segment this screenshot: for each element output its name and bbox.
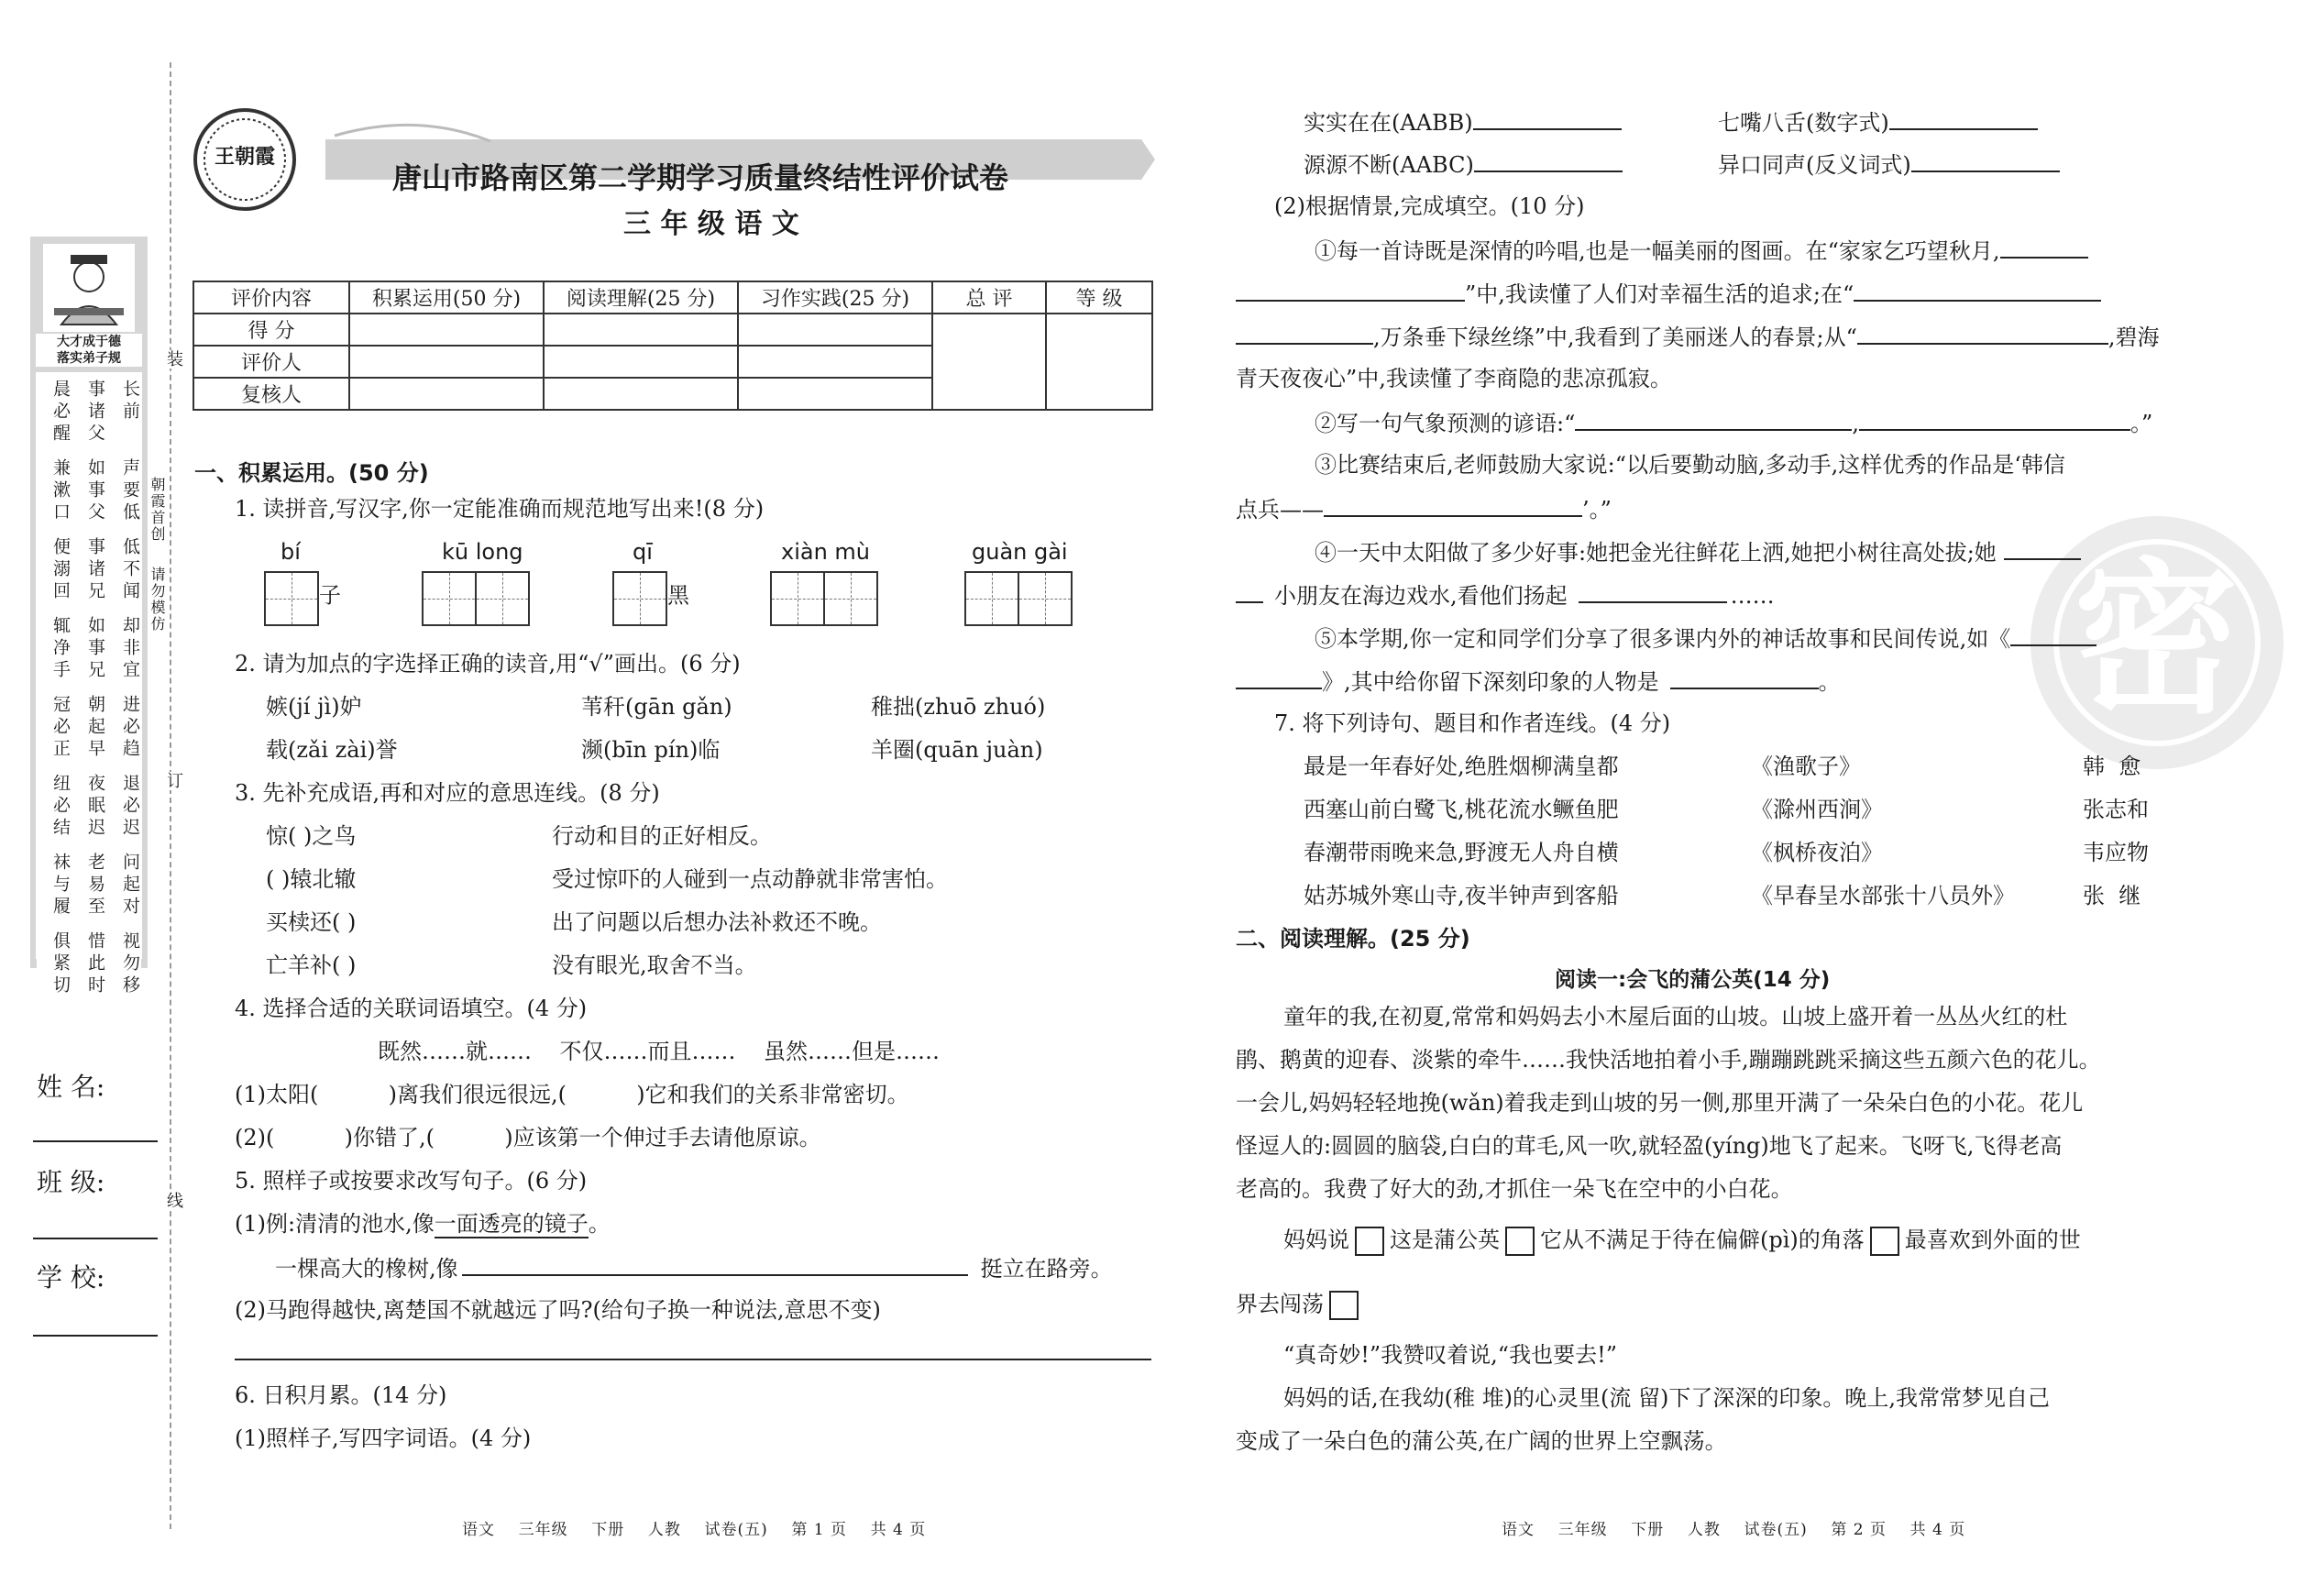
q1-pinyin-1: bí <box>281 539 301 565</box>
fill-2-text-a: ②写一句气象预测的谚语:“ <box>1315 411 1576 436</box>
fill-5-text-a: ⑤本学期,你一定和同学们分享了很多课内外的神话故事和民间传说,如《 <box>1315 626 2011 652</box>
fill-blank[interactable] <box>1575 411 1852 431</box>
fill-blank[interactable] <box>1854 281 2101 302</box>
table-cell[interactable] <box>349 314 544 346</box>
writing-box[interactable] <box>964 571 1019 626</box>
q1-item-1 <box>264 571 341 626</box>
q5-example-end: 。 <box>588 1211 611 1237</box>
q1-pinyin-5: guàn gài <box>972 539 1068 565</box>
q5-example <box>235 1213 611 1235</box>
word-task-blank[interactable] <box>1889 110 2038 130</box>
para1-line: 老高的。我费了好大的劲,才抓住一朵飞在空中的小白花。 <box>1236 1176 1793 1202</box>
table-header: 总 评 <box>932 281 1046 314</box>
table-cell[interactable] <box>349 346 544 378</box>
header-banner <box>188 103 1155 213</box>
fill-3-text-c: ’。” <box>1582 497 1612 523</box>
q3-idiom[interactable]: 亡羊补( ) <box>266 952 357 978</box>
fill-blank[interactable] <box>2010 626 2096 646</box>
grade-cell[interactable] <box>1046 314 1152 410</box>
q1-suffix-3: 黑 <box>667 582 689 609</box>
q5-sentence-2: (2)马跑得越快,离楚国不就越远了吗?(给句子换一种说法,意思不变) <box>235 1297 881 1323</box>
rule-col: 如事兄 <box>72 612 106 686</box>
fill-1-line-c <box>1236 325 2160 348</box>
para1-line: 鹃、鹅黄的迎春、淡紫的牵牛……我快活地拍着小手,蹦蹦跳跳采摘这些五颜六色的花儿。 <box>1236 1047 2101 1073</box>
fill-1-line-b <box>1236 281 2101 305</box>
para4-line: 变成了一朵白色的蒲公英,在广阔的世界上空飘荡。 <box>1236 1428 1727 1454</box>
rule-col: 朝起早 <box>72 691 106 765</box>
para2-end-text: 界去闯荡 <box>1236 1291 1324 1317</box>
footer-right: 语文 三年级 下册 人教 试卷(五) 第 2 页 共 4 页 <box>1502 1521 1966 1539</box>
q7-title[interactable]: 《渔歌子》 <box>1751 754 1861 779</box>
word-task-1 <box>1304 110 1622 134</box>
rule-col: 惜此时 <box>72 928 106 1001</box>
para2-end-line <box>1236 1291 1359 1320</box>
class-label: 班 级: <box>37 1167 105 1197</box>
fill-blank[interactable] <box>2000 238 2088 259</box>
rules-text <box>37 376 141 1001</box>
writing-box[interactable] <box>475 571 530 626</box>
fill-4-line-a <box>1315 540 2081 564</box>
rule-col: 兼漱口 <box>37 455 72 528</box>
q3-idiom[interactable]: 买椟还( ) <box>266 909 357 935</box>
table-row-label: 评价人 <box>193 346 349 378</box>
fill-5-line-a <box>1315 626 2096 650</box>
word-task-blank[interactable] <box>1473 110 1622 130</box>
rule-col: 如事父 <box>72 455 106 528</box>
school-field[interactable] <box>33 1335 158 1337</box>
seal-mark-3: 线 <box>161 1192 185 1210</box>
q7-title[interactable]: 《滁州西涧》 <box>1751 797 1883 822</box>
punctuation-box[interactable] <box>1329 1291 1359 1320</box>
q1-pinyin-2: kū long <box>442 539 523 565</box>
name-label: 姓 名: <box>37 1072 105 1102</box>
q3-idiom[interactable]: 惊( )之鸟 <box>266 823 357 849</box>
rule-col: 便溺回 <box>37 534 72 607</box>
fill-blank[interactable] <box>1236 669 1322 689</box>
q5-example-underlined: 一面透亮的镜子 <box>434 1211 589 1237</box>
fill-blank[interactable] <box>1670 669 1819 689</box>
word-task-blank[interactable] <box>1474 152 1623 172</box>
word-task-blank[interactable] <box>1911 152 2060 172</box>
table-cell[interactable] <box>738 378 932 410</box>
q3-meaning: 出了问题以后想办法补救还不晚。 <box>552 909 882 935</box>
q7-title[interactable]: 《早春呈水部张十八员外》 <box>1751 883 2015 908</box>
seal-mark-1: 装 <box>161 350 185 369</box>
q6-prompt: 6. 日积月累。(14 分) <box>235 1382 447 1408</box>
table-cell[interactable] <box>738 314 932 346</box>
logo-text: 王朝霞 <box>214 145 275 169</box>
rule-col: 晨必醒 <box>37 376 72 449</box>
q2-item[interactable]: 稚拙(zhuō zhuó) <box>871 694 1046 720</box>
para2-line <box>1283 1227 2081 1256</box>
para1-line: 童年的我,在初夏,常常和妈妈去小木屋后面的山坡。山坡上盛开着一丛丛火红的杜 <box>1283 1004 2068 1029</box>
word-task-label: 实实在在(AABB) <box>1304 110 1473 136</box>
q2-item[interactable]: 嫉(jí jì)妒 <box>266 694 362 720</box>
q3-meaning: 受过惊吓的人碰到一点动静就非常害怕。 <box>552 866 948 892</box>
q3-meaning: 行动和目的正好相反。 <box>552 823 772 849</box>
table-header: 评价内容 <box>193 281 349 314</box>
table-header: 等 级 <box>1046 281 1152 314</box>
fill-blank[interactable] <box>1236 281 1465 302</box>
fill-2-text-c: 。” <box>2130 411 2153 436</box>
rule-col: 却非宜 <box>106 612 141 686</box>
q1-suffix-1: 子 <box>319 582 341 609</box>
table-header: 积累运用(50 分) <box>349 281 544 314</box>
writing-box[interactable] <box>612 571 667 626</box>
q5-s1-head: 一棵高大的橡树,像 <box>275 1256 458 1282</box>
rule-col: 进必趋 <box>106 691 141 765</box>
rule-col: 夜眠迟 <box>72 770 106 843</box>
q1-item-5 <box>964 571 1073 626</box>
para2-text: 这是蒲公英 <box>1390 1227 1500 1253</box>
fill-3-line-b <box>1236 497 1612 521</box>
fill-1-text-b: ”中,我读懂了人们对幸福生活的追求;在“ <box>1465 281 1854 307</box>
q1-item-4 <box>770 571 878 626</box>
para1-line: 一会儿,妈妈轻轻地挽(wǎn)着我走到山坡的另一侧,那里开满了一朵朵白色的小花。花儿 <box>1236 1090 2084 1116</box>
q7-prompt: 7. 将下列诗句、题目和作者连线。(4 分) <box>1274 710 1671 736</box>
fill-4-text-a: ④一天中太阳做了多少好事:她把金光往鲜花上洒,她把小树往高处拔;她 <box>1315 540 1997 566</box>
fill-4-line-b <box>1236 583 1775 607</box>
fill-1-text-d: ,碧海 <box>2107 325 2160 350</box>
writing-box[interactable] <box>770 571 825 626</box>
word-task-3 <box>1304 152 1623 176</box>
q6-2-prompt: (2)根据情景,完成填空。(10 分) <box>1274 193 1585 219</box>
fill-4-text-c: …… <box>1730 583 1775 609</box>
rule-col: 袜与履 <box>37 849 72 922</box>
punctuation-box[interactable] <box>1505 1227 1535 1256</box>
word-task-label: 七嘴八舌(数字式) <box>1718 110 1889 136</box>
name-field[interactable] <box>33 1140 158 1142</box>
q7-author[interactable]: 韩 愈 <box>2083 754 2141 779</box>
q7-poem-line[interactable]: 西塞山前白鹭飞,桃花流水鳜鱼肥 <box>1304 797 1619 822</box>
fill-5-line-b <box>1236 669 1841 693</box>
rule-col: 长前 <box>106 376 141 449</box>
scholar-illustration <box>30 237 148 336</box>
fill-blank[interactable] <box>2004 540 2081 560</box>
q3-idiom[interactable]: ( )辕北辙 <box>266 866 357 892</box>
q4-sentence-2[interactable]: (2)( )你错了,( )应该第一个伸过手去请他原谅。 <box>235 1125 821 1150</box>
para3-line: “真奇妙!”我赞叹着说,“我也要去!” <box>1283 1342 1617 1368</box>
q5-answer-blank[interactable] <box>462 1256 968 1276</box>
rule-col: 老易至 <box>72 849 106 922</box>
q2-item[interactable]: 羊圈(quān juàn) <box>871 737 1043 763</box>
q6-1-prompt: (1)照样子,写四字词语。(4 分) <box>235 1425 532 1451</box>
section-2-heading: 二、阅读理解。(25 分) <box>1236 926 1470 952</box>
word-task-label: 异口同声(反义词式) <box>1718 152 1911 178</box>
q1-pinyin-3: qī <box>633 539 653 565</box>
q7-author[interactable]: 张 继 <box>2083 883 2141 908</box>
fill-1-line-e: 青天夜夜心”中,我读懂了李商隐的悲凉孤寂。 <box>1236 366 1672 391</box>
motto-line-2: 落实弟子规 <box>57 351 121 366</box>
para1-line: 怪逗人的:圆圆的脑袋,白白的茸毛,风一吹,就轻盈(yíng)地飞了起来。飞呀飞,飞得老高 <box>1236 1133 2063 1159</box>
fill-1-text-c: ,万条垂下绿丝绦”中,我看到了美丽迷人的春景;从“ <box>1373 325 1857 350</box>
q5-prompt: 5. 照样子或按要求改写句子。(6 分) <box>235 1168 588 1194</box>
writing-box[interactable] <box>264 571 319 626</box>
word-task-label: 源源不断(AABC) <box>1304 152 1474 178</box>
word-task-2 <box>1718 110 2038 134</box>
exam-title: 唐山市路南区第二学期学习质量终结性评价试卷 <box>392 160 1009 195</box>
para4-line[interactable]: 妈妈的话,在我幼(稚 堆)的心灵里(流 留)下了深深的印象。晚上,我常常梦见自己 <box>1283 1385 2050 1411</box>
q2-prompt: 2. 请为加点的字选择正确的读音,用“√”画出。(6 分) <box>235 651 741 677</box>
para2-text: 它从不满足于待在偏僻(pì)的角落 <box>1540 1227 1865 1253</box>
q2-item[interactable]: 濒(bīn pín)临 <box>581 737 721 763</box>
q3-prompt: 3. 先补充成语,再和对应的意思连线。(8 分) <box>235 780 660 806</box>
rule-col: 问起对 <box>106 849 141 922</box>
fill-2-line <box>1315 411 2152 435</box>
rule-col: 事诸父 <box>72 376 106 449</box>
total-cell[interactable] <box>932 314 1046 410</box>
q7-author[interactable]: 张志和 <box>2083 797 2149 822</box>
fill-2-text-b: , <box>1852 411 1859 436</box>
q5-s1-tail: 挺立在路旁。 <box>980 1256 1113 1282</box>
table-header: 阅读理解(25 分) <box>544 281 738 314</box>
writing-box[interactable] <box>1018 571 1073 626</box>
rule-col: 俱紧切 <box>37 928 72 1001</box>
q7-author[interactable]: 韦应物 <box>2083 840 2149 865</box>
q1-pinyin-4: xiàn mù <box>781 539 871 565</box>
table-cell[interactable] <box>544 314 738 346</box>
fill-5-text-b: 》,其中给你留下深刻印象的人物是 <box>1322 669 1659 695</box>
fill-3-line-a: ③比赛结束后,老师鼓励大家说:“以后要勤动脑,多动手,这样优秀的作品是‘韩信 <box>1315 452 2065 478</box>
rule-col: 低不闻 <box>106 534 141 607</box>
footer-left: 语文 三年级 下册 人教 试卷(五) 第 1 页 共 4 页 <box>462 1521 927 1539</box>
fill-1-text-a: ①每一首诗既是深情的吟唱,也是一幅美丽的图画。在“家家乞巧望秋月, <box>1315 238 2000 264</box>
q2-item[interactable]: 载(zǎi zài)誉 <box>266 737 398 763</box>
q4-options: 既然……就…… 不仅……而且…… 虽然……但是…… <box>378 1039 941 1064</box>
fill-blank[interactable] <box>1859 411 2130 431</box>
vertical-note-2: 请勿模仿 <box>149 567 166 633</box>
table-cell[interactable] <box>349 378 544 410</box>
q7-title[interactable]: 《枫桥夜泊》 <box>1751 840 1883 865</box>
fill-1-line-a <box>1315 238 2088 262</box>
fill-blank[interactable] <box>1857 325 2108 345</box>
school-label: 学 校: <box>37 1262 105 1293</box>
motto-line-1: 大才成于德 <box>57 335 121 349</box>
table-cell[interactable] <box>544 346 738 378</box>
seal-mark-2: 订 <box>161 772 185 790</box>
table-row-label: 得 分 <box>193 314 349 346</box>
fill-5-text-c: 。 <box>1818 669 1841 695</box>
q1-item-3 <box>612 571 689 626</box>
vertical-note-1: 朝霞首创 <box>149 477 166 543</box>
rule-col: 辄净手 <box>37 612 72 686</box>
q2-item[interactable]: 苇秆(gān gǎn) <box>581 694 732 720</box>
rule-col: 视勿移 <box>106 928 141 1001</box>
table-header: 习作实践(25 分) <box>738 281 932 314</box>
exam-subtitle: 三 年 级 语 文 <box>623 208 799 240</box>
fill-blank[interactable] <box>1236 583 1263 603</box>
q7-poem-line[interactable]: 春潮带雨晚来急,野渡无人舟自横 <box>1304 840 1619 865</box>
q7-poem-line[interactable]: 最是一年春好处,绝胜烟柳满皇都 <box>1304 754 1619 779</box>
fill-4-text-b: 小朋友在海边戏水,看他们扬起 <box>1274 583 1568 609</box>
q5-example-head: (1)例:清清的池水,像 <box>235 1211 435 1237</box>
score-table <box>193 281 1153 411</box>
q4-prompt: 4. 选择合适的关联词语填空。(4 分) <box>235 996 588 1021</box>
rule-col: 纽必结 <box>37 770 72 843</box>
fill-blank[interactable] <box>1324 497 1582 517</box>
table-cell[interactable] <box>738 346 932 378</box>
word-task-4 <box>1718 152 2060 176</box>
rule-col: 冠必正 <box>37 691 72 765</box>
q1-item-2 <box>422 571 530 626</box>
q1-prompt: 1. 读拼音,写汉字,你一定能准确而规范地写出来!(8 分) <box>235 496 765 522</box>
writing-box[interactable] <box>422 571 477 626</box>
fill-3-text-b: 点兵—— <box>1236 497 1324 523</box>
section-1-heading: 一、积累运用。(50 分) <box>194 460 429 486</box>
q5-answer-line[interactable] <box>235 1359 1151 1360</box>
para2-text: 最喜欢到外面的世 <box>1904 1227 2081 1253</box>
punctuation-box[interactable] <box>1355 1227 1384 1256</box>
q7-poem-line[interactable]: 姑苏城外寒山寺,夜半钟声到客船 <box>1304 883 1619 908</box>
punctuation-box[interactable] <box>1870 1227 1899 1256</box>
fold-line <box>170 62 171 1529</box>
fill-blank[interactable] <box>1579 583 1727 603</box>
rule-col: 事诸兄 <box>72 534 106 607</box>
fill-blank[interactable] <box>1236 325 1373 345</box>
q5-sentence-1 <box>275 1256 1113 1280</box>
q4-sentence-1[interactable]: (1)太阳( )离我们很远很远,( )它和我们的关系非常密切。 <box>235 1082 909 1107</box>
q3-meaning: 没有眼光,取舍不当。 <box>552 952 757 978</box>
writing-box[interactable] <box>823 571 878 626</box>
rule-col: 声要低 <box>106 455 141 528</box>
para2-text: 妈妈说 <box>1283 1227 1349 1253</box>
class-field[interactable] <box>33 1238 158 1239</box>
watermark-char: 密 <box>2074 543 2239 736</box>
rule-col: 退必迟 <box>106 770 141 843</box>
reading-title: 阅读一:会飞的蒲公英(14 分) <box>1555 968 1831 992</box>
table-cell[interactable] <box>544 378 738 410</box>
table-row-label: 复核人 <box>193 378 349 410</box>
